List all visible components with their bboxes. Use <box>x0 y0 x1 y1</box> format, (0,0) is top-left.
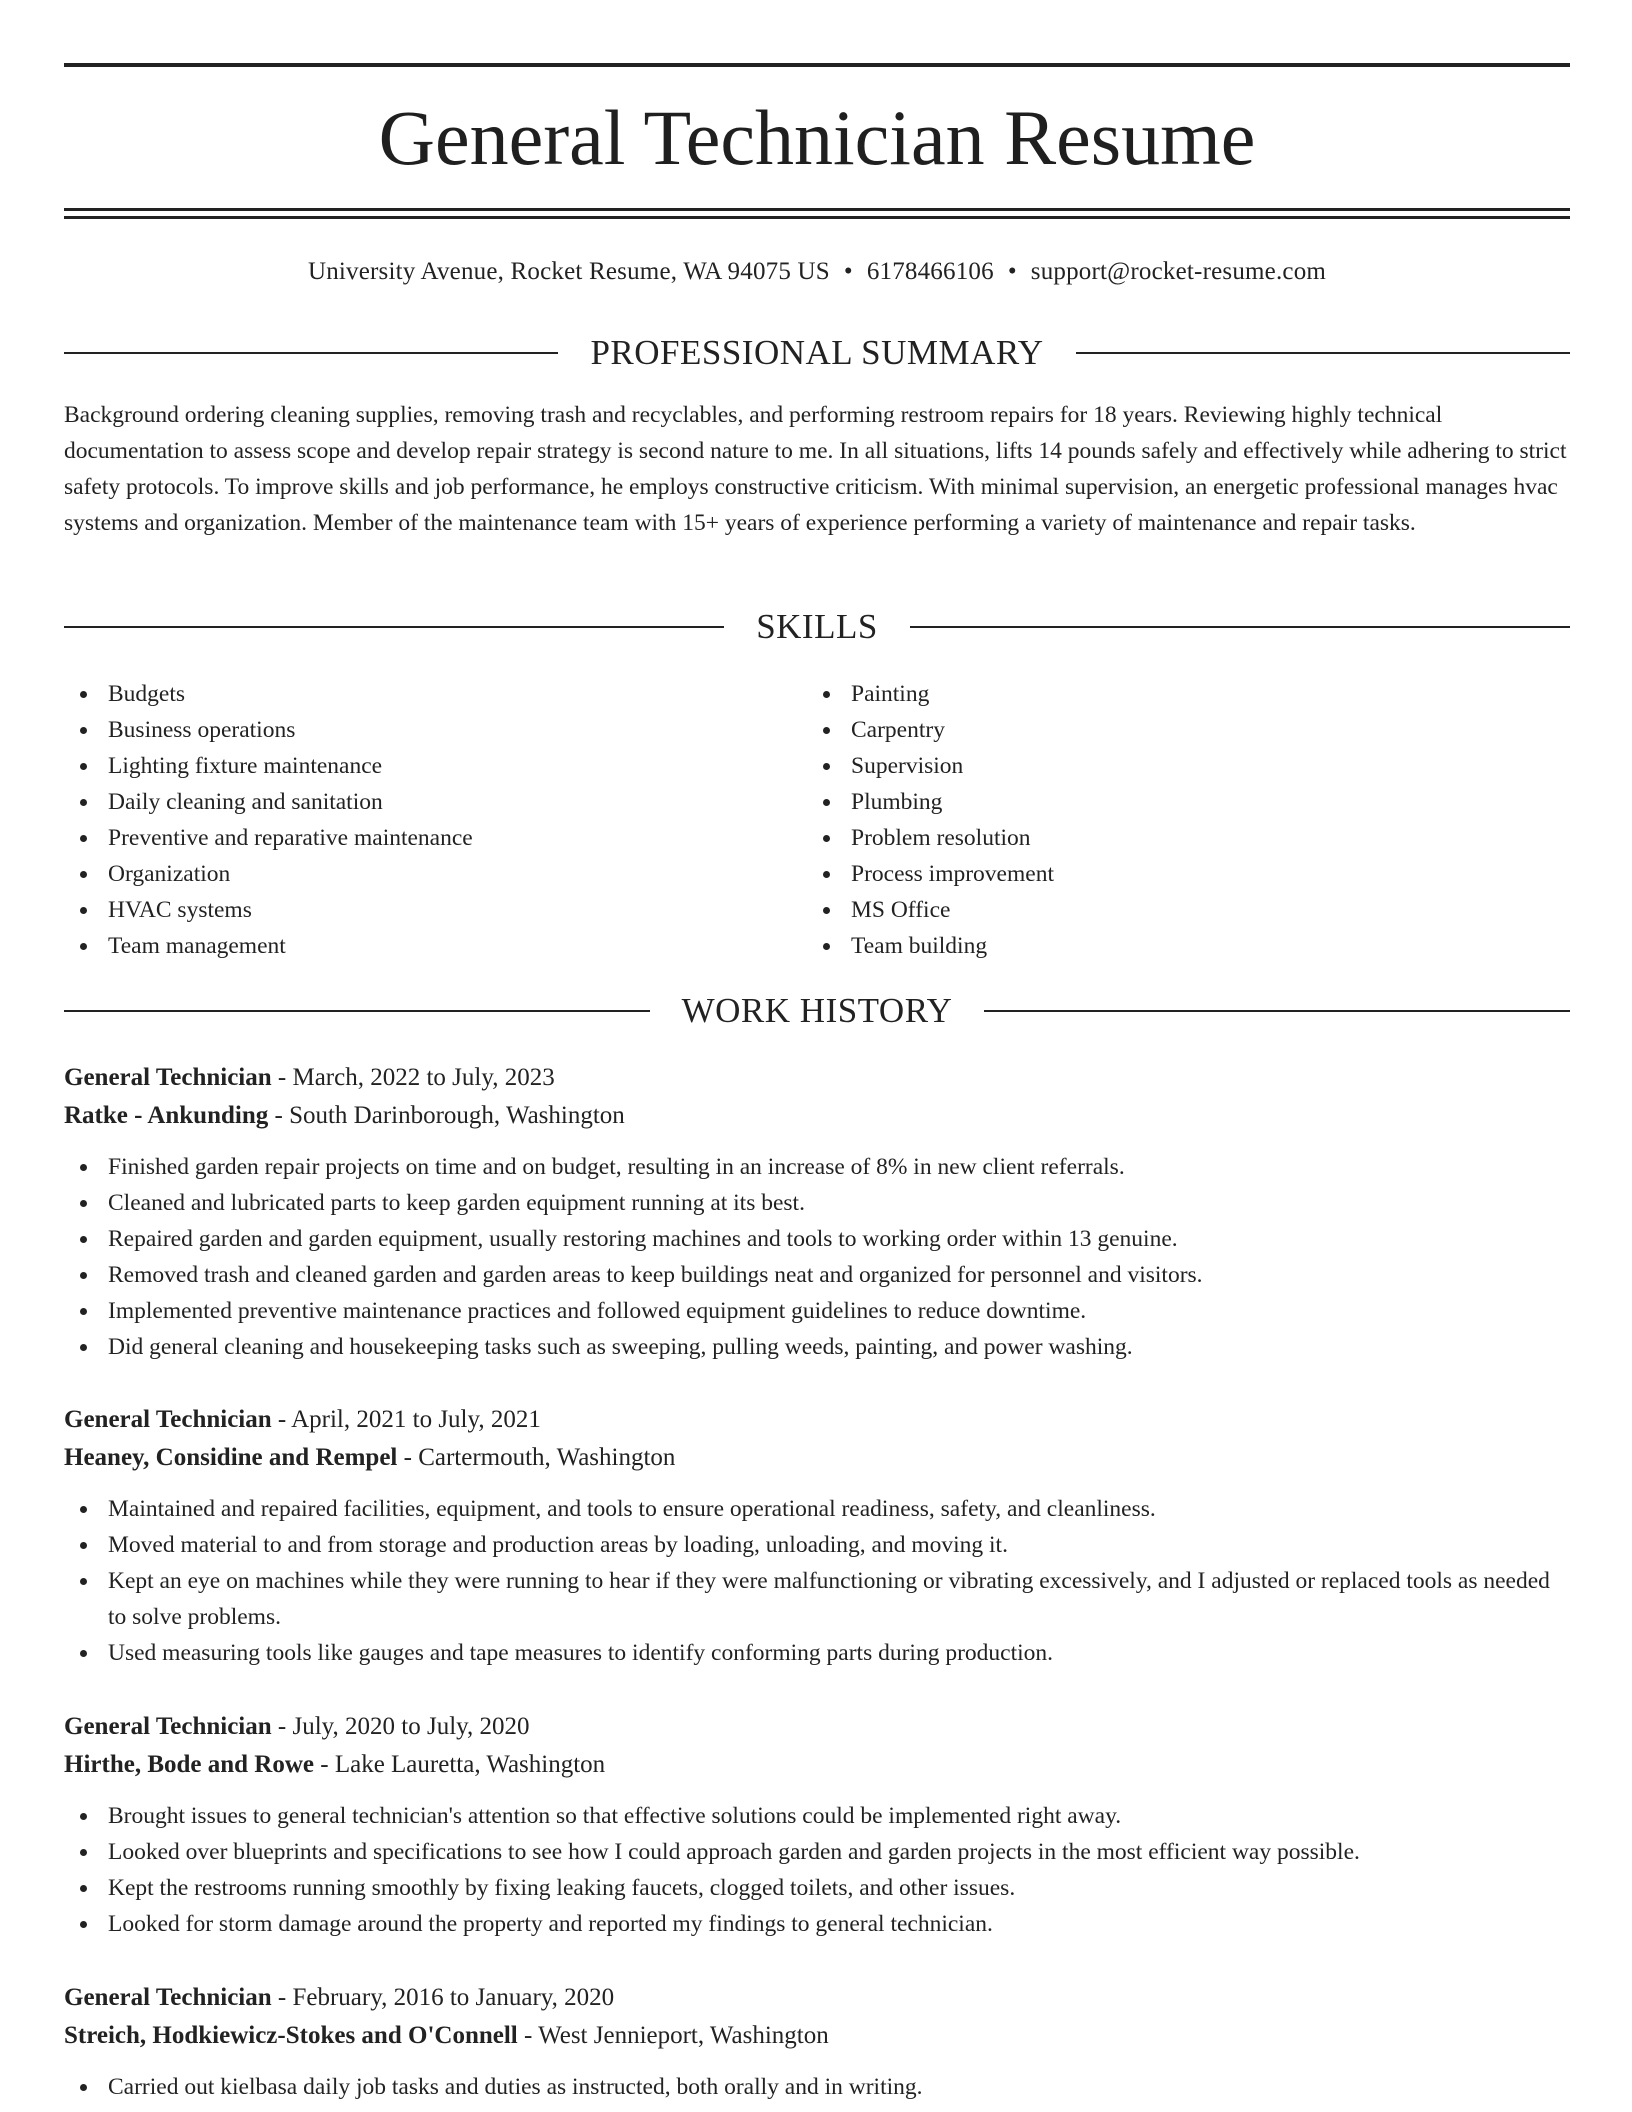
skill-item: Daily cleaning and sanitation <box>64 784 807 820</box>
job-duty-item: Looked for storm damage around the property and reported my findings to general technician. <box>64 1906 1570 1942</box>
skill-item: HVAC systems <box>64 892 807 928</box>
contact-separator: • <box>843 258 853 285</box>
heading-rule <box>64 626 724 628</box>
skill-item: Supervision <box>807 748 1550 784</box>
job-duty-item: Brought issues to general technician's attention so that effective solutions could be implemented right away. <box>64 1798 1570 1834</box>
job-company-line <box>64 1746 1570 1784</box>
job-duty-item: Moved material to and from storage and production areas by loading, unloading, and moving it. <box>64 1527 1570 1563</box>
title-rule-upper <box>64 208 1570 211</box>
job-title: General Technician <box>64 1713 272 1740</box>
skill-item: Painting <box>807 676 1550 712</box>
job-company: Ratke - Ankunding <box>64 1102 269 1129</box>
skills-heading <box>64 605 1570 649</box>
skill-item: Team management <box>64 928 807 964</box>
section-title: WORK HISTORY <box>681 991 953 1030</box>
skill-item: Problem resolution <box>807 820 1550 856</box>
job-title: General Technician <box>64 1984 272 2011</box>
heading-rule <box>64 352 558 354</box>
job-duty-item: Looked over blueprints and specifications to see how I could approach garden and garden projects in the most efficient way possible. <box>64 1834 1570 1870</box>
job-company-line <box>64 1439 1570 1477</box>
skill-item: MS Office <box>807 892 1550 928</box>
skill-item: Business operations <box>64 712 807 748</box>
heading-rule <box>1076 352 1570 354</box>
work-history-heading <box>64 989 1570 1033</box>
skill-item: Team building <box>807 928 1550 964</box>
job-dates: - March, 2022 to July, 2023 <box>271 1064 555 1091</box>
job-location: - Lake Lauretta, Washington <box>314 1751 606 1778</box>
job-company: Streich, Hodkiewicz-Stokes and O'Connell <box>64 2022 518 2049</box>
skill-item: Carpentry <box>807 712 1550 748</box>
heading-rule <box>984 1010 1570 1012</box>
job-duties <box>64 1798 1570 1942</box>
job-title: General Technician <box>64 1406 272 1433</box>
heading-rule <box>910 626 1570 628</box>
skill-item: Plumbing <box>807 784 1550 820</box>
job-title-line <box>64 1059 1570 1097</box>
job-company-line <box>64 2017 1570 2055</box>
job-duty-item: Cleaned and lubricated parts to keep garden equipment running at its best. <box>64 1185 1570 1221</box>
job-duties <box>64 1149 1570 1365</box>
skill-item: Organization <box>64 856 807 892</box>
top-rule <box>64 63 1570 67</box>
contact-email: support@rocket-resume.com <box>1030 258 1327 285</box>
job-title-line <box>64 1401 1570 1439</box>
job-duty-item: Repaired garden and garden equipment, usually restoring machines and tools to working order within 13 genuine. <box>64 1221 1570 1257</box>
skills-column-left <box>64 676 807 964</box>
job-entry <box>64 1401 1570 1671</box>
job-title-line <box>64 1979 1570 2017</box>
job-title: General Technician <box>64 1064 272 1091</box>
job-duty-item: Kept an eye on machines while they were running to hear if they were malfunctioning or vibrating excessively, and I adjusted or replaced tools as needed to solve problems. <box>64 1563 1570 1635</box>
job-entry <box>64 1059 1570 1365</box>
job-duty-item: Kept the restrooms running smoothly by fixing leaking faucets, clogged toilets, and other issues. <box>64 1870 1570 1906</box>
job-company-line <box>64 1097 1570 1135</box>
heading-rule <box>64 1010 650 1012</box>
job-location: - West Jennieport, Washington <box>517 2022 829 2049</box>
skills-column-right <box>807 676 1550 964</box>
skill-item: Process improvement <box>807 856 1550 892</box>
summary-heading <box>64 331 1570 375</box>
job-dates: - July, 2020 to July, 2020 <box>271 1713 530 1740</box>
contact-separator: • <box>1007 258 1017 285</box>
job-duty-item: Finished garden repair projects on time and on budget, resulting in an increase of 8% in new client referrals. <box>64 1149 1570 1185</box>
skill-item: Budgets <box>64 676 807 712</box>
job-company: Heaney, Considine and Rempel <box>64 1444 398 1471</box>
job-duties <box>64 2069 1570 2105</box>
contact-line <box>64 254 1570 290</box>
job-entry <box>64 1708 1570 1942</box>
title-rule-lower <box>64 216 1570 219</box>
section-title: SKILLS <box>756 607 878 646</box>
skill-item: Lighting fixture maintenance <box>64 748 807 784</box>
job-location: - Cartermouth, Washington <box>397 1444 676 1471</box>
job-dates: - February, 2016 to January, 2020 <box>271 1984 615 2011</box>
job-duty-item: Did general cleaning and housekeeping tasks such as sweeping, pulling weeds, painting, and power washing. <box>64 1329 1570 1365</box>
contact-phone: 6178466106 <box>866 258 994 285</box>
job-location: - South Darinborough, Washington <box>268 1102 625 1129</box>
job-duties <box>64 1491 1570 1671</box>
job-dates: - April, 2021 to July, 2021 <box>271 1406 541 1433</box>
job-company: Hirthe, Bode and Rowe <box>64 1751 314 1778</box>
skills-list <box>64 676 1570 964</box>
job-title-line <box>64 1708 1570 1746</box>
skill-item: Preventive and reparative maintenance <box>64 820 807 856</box>
resume-title: General Technician Resume <box>378 94 1256 181</box>
job-duty-item: Carried out kielbasa daily job tasks and duties as instructed, both orally and in writing. <box>64 2069 1570 2105</box>
section-title: PROFESSIONAL SUMMARY <box>590 333 1044 372</box>
job-duty-item: Implemented preventive maintenance practices and followed equipment guidelines to reduce downtime. <box>64 1293 1570 1329</box>
professional-summary: Background ordering cleaning supplies, removing trash and recyclables, and performing restroom repairs for 18 years. Reviewing highly technical documentation to assess scope and develop repair strategy is second nature to me. In all situations, lifts 14 pounds safely and effectively while adhering to strict safety protocols. To improve skills and job performance, he employs constructive criticism. With minimal supervision, an energetic professional manages hvac systems and organization. Member of the maintenance team with 15+ years of experience performing a variety of maintenance and repair tasks. <box>64 402 1567 536</box>
job-duty-item: Maintained and repaired facilities, equipment, and tools to ensure operational readiness, safety, and cleanliness. <box>64 1491 1570 1527</box>
job-duty-item: Used measuring tools like gauges and tape measures to identify conforming parts during production. <box>64 1635 1570 1671</box>
job-duty-item: Removed trash and cleaned garden and garden areas to keep buildings neat and organized for personnel and visitors. <box>64 1257 1570 1293</box>
contact-address: University Avenue, Rocket Resume, WA 94075 US <box>307 258 830 285</box>
job-entry <box>64 1979 1570 2105</box>
